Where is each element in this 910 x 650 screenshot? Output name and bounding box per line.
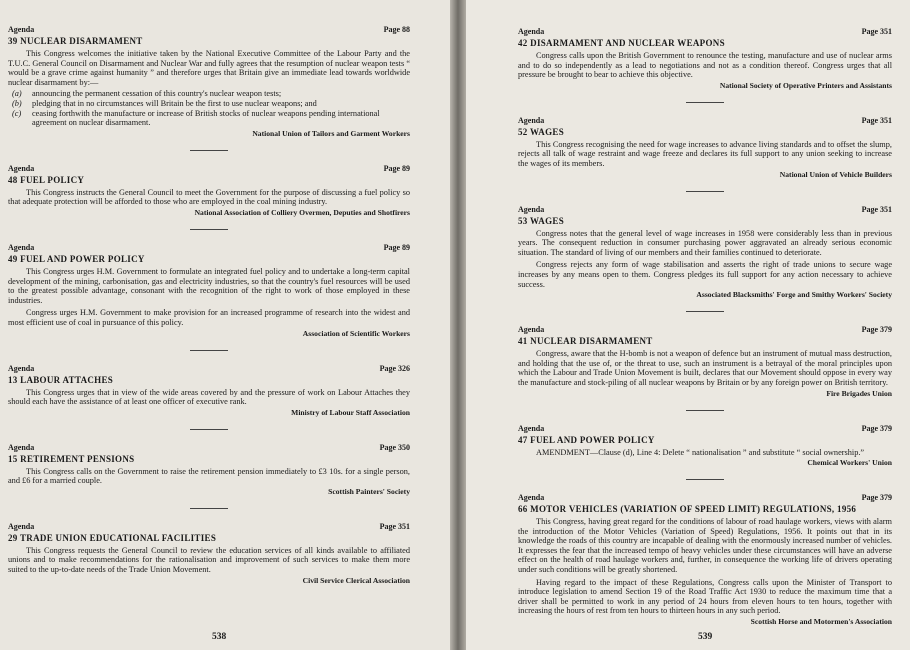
agenda-label: Agenda — [8, 442, 35, 452]
clause-letter: (b) — [12, 98, 22, 108]
agenda-page-ref: Page 351 — [379, 521, 410, 531]
section-divider — [190, 429, 228, 430]
clause-text: ceasing forthwith the manufacture or increase of British stocks of nuclear weapons pending international agreement on nuclear disarmament. — [32, 108, 380, 128]
resolution-title: 53 WAGES — [518, 215, 564, 226]
agenda-page-ref: Page 379 — [861, 423, 892, 433]
resolution-title: 29 TRADE UNION EDUCATIONAL FACILITIES — [8, 532, 217, 543]
page-number: 538 — [212, 632, 227, 642]
resolution-item — [518, 424, 892, 469]
submitting-union: Associated Blacksmiths' Forge and Smithy Workers' Society — [696, 290, 892, 300]
clause-item — [8, 109, 410, 128]
agenda-page-ref: Page 89 — [383, 242, 410, 252]
agenda-page-ref: Page 326 — [379, 363, 410, 373]
agenda-header — [518, 424, 892, 434]
agenda-page-ref: Page 379 — [861, 325, 892, 335]
page-number: 539 — [698, 632, 713, 642]
agenda-page-ref: Page 350 — [379, 442, 410, 452]
resolution-paragraph: This Congress welcomes the initiative taken by the National Executive Committee of the Labour Party and the T.U.C. General Council on Disarmament and Nuclear War and fully agrees that the resumption of nuclear weapon tests “ would be a grave crime against humanity ” and therefore urges that Britain give an immediate lead towards worldwide nuclear disarmament by:— — [8, 49, 410, 87]
clause-text: pledging that in no circumstances will Britain be the first to use nuclear weapons; and — [32, 98, 317, 108]
agenda-page-ref: Page 351 — [861, 27, 892, 36]
agenda-header — [518, 205, 892, 215]
section-divider — [190, 229, 228, 230]
submitting-union: Fire Brigades Union — [826, 388, 892, 398]
resolution-item — [518, 116, 892, 180]
resolution-title: 42 DISARMAMENT AND NUCLEAR WEAPONS — [518, 38, 725, 48]
agenda-header — [8, 243, 410, 253]
resolution-paragraph: Congress calls upon the British Government to renounce the testing, manufacture and use of nuclear arms and to do so independently as a lead to negotiations and not as a condition thereof. Congress urges that all pressure be brought to bear to achieve this objective. — [518, 51, 892, 80]
submitting-union: Civil Service Clerical Association — [302, 575, 410, 585]
resolution-paragraph: Congress rejects any form of wage stabilisation and asserts the right of trade unions to secure wage increases by any means open to them. Congress pledges its full support for any action necessary to achieve success. — [518, 260, 892, 289]
resolution-title: 52 WAGES — [518, 126, 564, 137]
resolution-title: 41 NUCLEAR DISARMAMENT — [518, 336, 653, 347]
resolution-paragraph: This Congress, having great regard for the conditions of labour of road haulage workers, views with alarm the introduction of the Motor Vehicles (Variation of Speed) Regulations, 1956. It points out that in its knowledge the roads of this country are incapable of dealing with the enormously increased number of vehicles. It expresses the fear that the increased tempo of heavy vehicles under these circumstances will have an adverse effect on the health of road haulage workers and, further, in consequence the working life of drivers operating under such conditions will be greatly shortened. — [518, 517, 892, 575]
section-divider — [190, 350, 228, 351]
resolution-title: 47 FUEL AND POWER POLICY — [518, 434, 655, 445]
resolution-title: 49 FUEL AND POWER POLICY — [8, 253, 145, 264]
resolution-paragraph: This Congress requests the General Council to review the education services of all kinds available to affiliated unions and to make recommendations for the rationalisation and improvement of such services to make them more suited to the up-to-date needs of the Trade Union Movement. — [8, 545, 410, 575]
amendment-text: AMENDMENT—Clause (d), Line 4: Delete “ nationalisation ” and substitute “ social ownership.” — [536, 447, 865, 457]
agenda-header — [518, 493, 892, 503]
submitting-union: National Association of Colliery Overmen, Deputies and Shotfirers — [194, 207, 410, 217]
agenda-header — [518, 325, 892, 335]
resolution-item — [8, 243, 410, 339]
resolution-paragraph: This Congress calls on the Government to raise the retirement pension immediately to £3 10s. for a single person, and £6 for a married couple. — [8, 466, 410, 486]
clause-item — [8, 89, 410, 99]
agenda-header — [518, 27, 892, 37]
resolution-paragraph: This Congress urges H.M. Government to formulate an integrated fuel policy and to undertake a long-term capital development of the mining, carbonisation, gas and electricity industries, so that the country's fuel resources will be used to the greatest possible advantage, consonant with the recognition of the right to work of those employed in these industries. — [8, 266, 410, 305]
submitting-union: Association of Scientific Workers — [302, 328, 410, 338]
agenda-header — [518, 116, 892, 126]
clause-text: announcing the permanent cessation of this country's nuclear weapon tests; — [32, 89, 282, 99]
agenda-label: Agenda — [8, 25, 35, 34]
submitting-union: Chemical Workers' Union — [807, 458, 892, 468]
resolution-clauses — [8, 89, 410, 127]
submitting-union: Scottish Horse and Motormen's Association — [750, 617, 892, 627]
resolution-title: 48 FUEL POLICY — [8, 174, 85, 185]
section-divider — [686, 191, 724, 192]
resolution-paragraph: This Congress recognising the need for wage increases to advance living standards and to offset the slump, rejects all talk of wage restraint and wage freeze and declares its full support to any union seeking to increase the wages of its members. — [518, 139, 892, 168]
left-page-items — [8, 25, 410, 586]
agenda-label: Agenda — [518, 27, 545, 36]
section-divider — [686, 479, 724, 480]
resolution-item — [8, 443, 410, 497]
agenda-header — [8, 364, 410, 374]
book-gutter — [450, 0, 466, 650]
agenda-page-ref: Page 351 — [861, 115, 892, 125]
agenda-header — [8, 164, 410, 174]
submitting-union: National Society of Operative Printers and Assistants — [719, 80, 892, 90]
right-page-items — [518, 27, 892, 627]
agenda-page-ref: Page 88 — [383, 25, 410, 34]
resolution-item — [518, 493, 892, 627]
agenda-label: Agenda — [518, 325, 545, 335]
resolution-item — [518, 27, 892, 91]
agenda-label: Agenda — [8, 163, 35, 173]
resolution-paragraph: This Congress instructs the General Council to meet the Government for the purpose of discussing a fuel policy so that adequate protection will be afforded to those who are employed in the coal mining industry. — [8, 187, 410, 207]
resolution-item — [8, 25, 410, 139]
left-page — [0, 0, 450, 650]
resolution-item — [8, 364, 410, 418]
agenda-label: Agenda — [518, 204, 545, 214]
agenda-page-ref: Page 89 — [383, 163, 410, 173]
agenda-header — [8, 25, 410, 35]
clause-letter: (a) — [12, 89, 22, 99]
submitting-union: National Union of Vehicle Builders — [779, 169, 892, 179]
section-divider — [190, 150, 228, 151]
section-divider — [686, 410, 724, 411]
resolution-paragraph: Congress notes that the general level of wage increases in 1958 were considerably less than in previous years. The consequent reduction in consumer purchasing power aggravated an already serious economic situation. The standard of living of our members and their families continued to deteriorate. — [518, 228, 892, 257]
resolution-title: 13 LABOUR ATTACHES — [8, 374, 114, 385]
agenda-label: Agenda — [518, 493, 545, 503]
agenda-page-ref: Page 379 — [861, 493, 892, 503]
section-divider — [190, 508, 228, 509]
agenda-header — [8, 443, 410, 453]
agenda-label: Agenda — [8, 521, 35, 531]
resolution-item — [8, 164, 410, 218]
resolution-title: 39 NUCLEAR DISARMAMENT — [8, 36, 143, 46]
resolution-title: 66 MOTOR VEHICLES (VARIATION OF SPEED LIMIT) REGULATIONS, 1956 — [518, 504, 857, 515]
agenda-label: Agenda — [8, 363, 35, 373]
resolution-item — [518, 205, 892, 301]
resolution-item — [518, 325, 892, 398]
resolution-item — [8, 522, 410, 586]
resolution-paragraph: Congress, aware that the H-bomb is not a weapon of defence but an instrument of mutual mass destruction, and holding that the use of, or the threat to use, such an instrument is a betrayal of the moral principles upon which the Labour and Trade Union Movement is built, declares that our Movement should oppose in every way the manufacture and stock-piling of all nuclear weapons by Britain or by any foreign power on British territory. — [518, 349, 892, 387]
agenda-label: Agenda — [518, 423, 545, 433]
submitting-union: Ministry of Labour Staff Association — [291, 407, 410, 417]
resolution-paragraph: Having regard to the impact of these Regulations, Congress calls upon the Minister of Transport to introduce legislation to amend Section 19 of the Road Traffic Act 1930 to reduce the maximum time that a driver shall be permitted to work in any period of 24 hours from eleven hours to ten hours, together with increasing the hours of rest from ten hours to thirteen hours in any such period. — [518, 577, 892, 616]
section-divider — [686, 102, 724, 103]
agenda-label: Agenda — [518, 115, 545, 125]
agenda-header — [8, 522, 410, 532]
resolution-paragraph: Congress urges H.M. Government to make provision for an increased programme of research into the widest and most efficient use of coal in pursuance of this policy. — [8, 308, 410, 327]
clause-letter: (c) — [12, 108, 22, 118]
submitting-union: National Union of Tailors and Garment Workers — [252, 128, 410, 138]
section-divider — [686, 311, 724, 312]
submitting-union: Scottish Painters' Society — [328, 486, 410, 496]
resolution-paragraph: This Congress urges that in view of the wide areas covered by and the pressure of work on Labour Attaches they should each have the assistance of at least one officer of executive rank. — [8, 387, 410, 407]
resolution-title: 15 RETIREMENT PENSIONS — [8, 453, 135, 464]
clause-item — [8, 99, 410, 109]
agenda-page-ref: Page 351 — [861, 204, 892, 214]
right-page — [466, 0, 910, 650]
agenda-label: Agenda — [8, 242, 35, 252]
